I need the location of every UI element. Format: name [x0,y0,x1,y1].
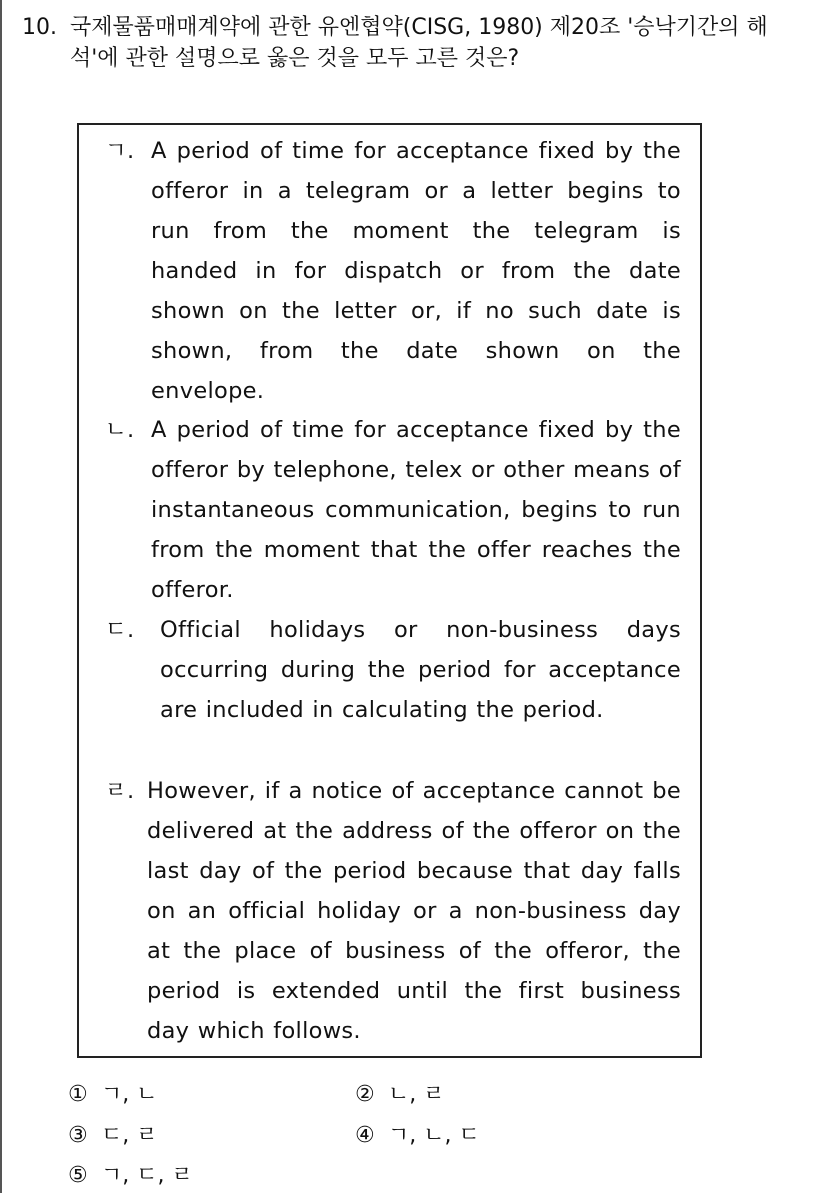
choice-text: ㄱ, ㄷ, ㄹ [101,1163,193,1188]
statement-marker: ㄷ. [105,617,135,643]
choice-text: ㄱ, ㄴ, ㄷ [388,1123,480,1148]
statement-item-c [105,610,681,730]
question-stem [22,12,792,74]
statement-text: However, if a notice of acceptance cannot be delivered at the address of the offeror on the last day of the period because that day falls on an official holiday or a non-business day at the place of business of the offeror, the period is extended until the first business day which follows. [147,778,681,1044]
answer-choice-4[interactable] [355,1121,480,1151]
choice-number: ⑤ [68,1163,88,1188]
choice-text: ㄷ, ㄹ [101,1123,158,1148]
answer-choice-3[interactable] [68,1121,158,1151]
statement-text: Official holidays or non-business days occurring during the period for acceptance are included in calculating the period. [160,617,681,723]
choice-number: ① [68,1082,88,1107]
answer-choice-5[interactable] [68,1161,193,1191]
statement-item-a [105,131,681,411]
choice-text: ㄱ, ㄴ [101,1082,158,1107]
choice-number: ④ [355,1123,375,1148]
statement-marker: ㄱ. [105,138,135,164]
statement-text: A period of time for acceptance fixed by the offeror by telephone, telex or other means of instantaneous communication, begins to run from the moment that the offer reaches the offeror. [151,417,681,603]
choice-text: ㄴ, ㄹ [388,1082,445,1107]
choice-number: ③ [68,1123,88,1148]
answer-choice-2[interactable] [355,1080,445,1110]
page-left-border [0,0,2,1193]
statement-item-b [105,410,681,610]
statement-item-d [105,771,681,1051]
question-number: 10. [22,15,57,40]
statement-marker: ㄴ. [105,417,135,443]
statement-text: A period of time for acceptance fixed by the offeror in a telegram or a letter begins to run from the moment the telegram is handed in for dispatch or from the date shown on the letter or, if no such date is shown, from the date shown on the envelope. [151,138,681,404]
question-text: 국제물품매매계약에 관한 유엔협약(CISG, 1980) 제20조 '승낙기간의 해석'에 관한 설명으로 옳은 것을 모두 고른 것은? [70,15,768,71]
statement-marker: ㄹ. [105,778,135,804]
answer-choice-1[interactable] [68,1080,158,1110]
choice-number: ② [355,1082,375,1107]
